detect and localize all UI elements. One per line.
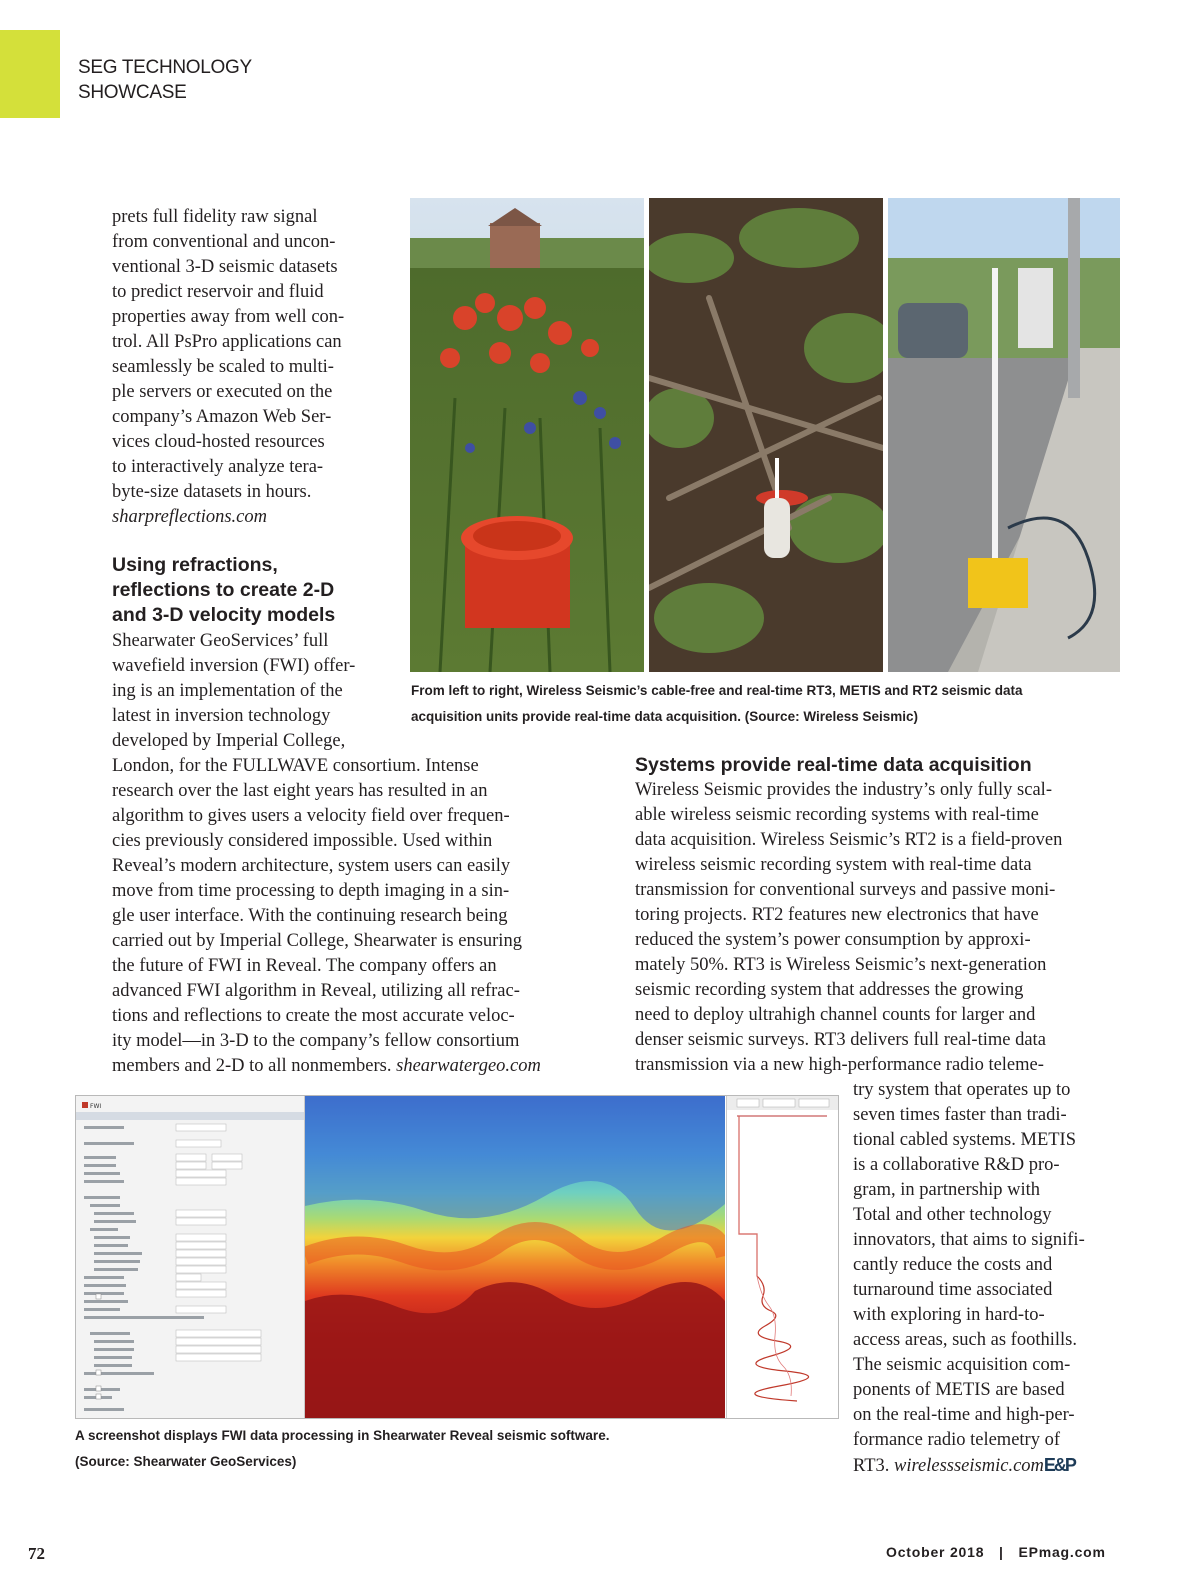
text-line: seven times faster than tradi- [853,1105,1067,1125]
text-line: on the real-time and high-per- [853,1405,1075,1425]
photo-caption-line2: acquisition units provide real-time data acquisition. (Source: Wireless Seismic) [411,709,919,724]
text-line [853,1453,1128,1479]
heading-line: Using refractions, [112,554,278,576]
text-line: developed by Imperial College, [112,731,346,751]
text-line: advanced FWI algorithm in Reveal, utilizing all refrac- [112,981,520,1001]
text-line: trol. All PsPro applications can [112,332,342,352]
text-line: with exploring in hard-to- [853,1305,1045,1325]
text-line: denser seismic surveys. RT3 delivers full real-time data [635,1030,1046,1050]
screenshot-caption [75,1423,609,1475]
section-label-line1: SEG TECHNOLOGY [78,57,252,78]
text-line: mately 50%. RT3 is Wireless Seismic’s next-generation [635,955,1047,975]
well-log-panel [726,1096,839,1418]
text-line: from conventional and uncon- [112,232,336,252]
text-line: algorithm to gives users a velocity field over frequen- [112,806,510,826]
text-line: is a collaborative R&D pro- [853,1155,1060,1175]
wireless-paragraph-narrow [853,1078,1128,1479]
footer-masthead [886,1544,1106,1560]
fwi-settings-panel [76,1096,305,1418]
text-line: ing is an implementation of the [112,681,343,701]
wireless-paragraph [635,778,1125,1078]
fwi-screenshot [75,1095,839,1419]
text-line: transmission via a new high-performance radio teleme- [635,1055,1044,1075]
text-line: cantly reduce the costs and [853,1255,1053,1275]
text-line [112,1054,602,1079]
well-log-chart [727,1096,839,1418]
text-line: gle user interface. With the continuing research being [112,906,508,926]
text-line: ple servers or executed on the [112,382,333,402]
rt3-photo [410,198,644,672]
text-line: seamlessly be scaled to multi- [112,357,334,377]
text-line: turnaround time associated [853,1280,1053,1300]
text-line: wireless seismic recording system with real-time data [635,855,1032,875]
text-line: gram, in partnership with [853,1180,1041,1200]
footer-site[interactable]: EPmag.com [1018,1544,1106,1560]
text-line: latest in inversion technology [112,706,331,726]
shearwatergeo-url[interactable]: shearwatergeo.com [396,1056,541,1076]
text-line: Wireless Seismic provides the industry’s only fully scal- [635,780,1052,800]
text-line: The seismic acquisition com- [853,1355,1071,1375]
text-line: ponents of METIS are based [853,1380,1065,1400]
text-line: prets full fidelity raw signal [112,207,318,227]
fwi-panel-title: FWI [82,1102,101,1110]
text-line: seismic recording system that addresses the growing [635,980,1024,1000]
text-line: properties away from well con- [112,307,345,327]
photo-caption [411,678,1023,730]
text-line: wavefield inversion (FWI) offer- [112,656,356,676]
text-line: try system that operates up to [853,1080,1071,1100]
footer-date: October 2018 [886,1544,985,1560]
text-line: able wireless seismic recording systems with real-time [635,805,1039,825]
text-line: to predict reservoir and fluid [112,282,324,302]
heading-line: and 3-D velocity models [112,604,336,626]
sharpreflections-url[interactable]: sharpreflections.com [112,507,268,527]
wireless-heading: Systems provide real-time data acquisition [635,754,1032,776]
text-line: access areas, such as foothills. [853,1330,1077,1350]
fwi-settings-form [76,1112,304,1418]
text-line: research over the last eight years has resulted in an [112,781,488,801]
text-line: tional cabled systems. METIS [853,1130,1076,1150]
text-line: innovators, that aims to signifi- [853,1230,1085,1250]
text-line: the future of FWI in Reveal. The company offers an [112,956,497,976]
text-line: Shearwater GeoServices’ full [112,631,329,651]
page-number: 72 [28,1544,45,1563]
text-line: cies previously considered impossible. Used within [112,831,493,851]
text-line: ity model—in 3-D to the company’s fellow consortium [112,1031,520,1051]
screenshot-caption-line1: A screenshot displays FWI data processing in Shearwater Reveal seismic software. [75,1428,610,1443]
last-line-prefix: RT3. [853,1456,890,1476]
wirelessseismic-url[interactable]: wirelessseismic.com [894,1456,1044,1476]
text-line: to interactively analyze tera- [112,457,324,477]
text-line: formance radio telemetry of [853,1430,1060,1450]
photo-caption-line1: From left to right, Wireless Seismic’s cable-free and real-time RT3, METIS and RT2 seismic data [411,683,1023,698]
last-line-text: members and 2-D to all nonmembers. [112,1056,392,1076]
velocity-model-view [305,1096,725,1418]
text-line: reduced the system’s power consumption by approxi- [635,930,1031,950]
ep-end-logo: E&P [1043,1455,1075,1475]
shearwater-heading [112,553,335,628]
text-line: ventional 3-D seismic datasets [112,257,338,277]
section-label-line2: SHOWCASE [78,82,187,103]
text-line: toring projects. RT2 features new electronics that have [635,905,1039,925]
screenshot-caption-line2: (Source: Shearwater GeoServices) [75,1454,297,1469]
text-line: tions and reflections to create the most accurate veloc- [112,1006,515,1026]
text-line: data acquisition. Wireless Seismic’s RT2 is a field-proven [635,830,1063,850]
text-line: need to deploy ultrahigh channel counts for larger and [635,1005,1036,1025]
text-line: byte-size datasets in hours. [112,482,312,502]
text-line: Reveal’s modern architecture, system users can easily [112,856,511,876]
fwi-app-icon [82,1102,88,1108]
text-line: transmission for conventional surveys and passive moni- [635,880,1056,900]
footer-separator: | [999,1544,1004,1560]
text-line: vices cloud-hosted resources [112,432,325,452]
section-tab [0,30,60,118]
section-label [78,55,252,105]
text-line: move from time processing to depth imaging in a sin- [112,881,510,901]
text-line: carried out by Imperial College, Shearwater is ensuring [112,931,522,951]
metis-photo [649,198,883,672]
heading-line: reflections to create 2-D [112,579,335,601]
text-line: London, for the FULLWAVE consortium. Intense [112,756,479,776]
rt2-photo [888,198,1120,672]
text-line: company’s Amazon Web Ser- [112,407,332,427]
pspro-paragraph [112,205,402,530]
text-line: Total and other technology [853,1205,1052,1225]
